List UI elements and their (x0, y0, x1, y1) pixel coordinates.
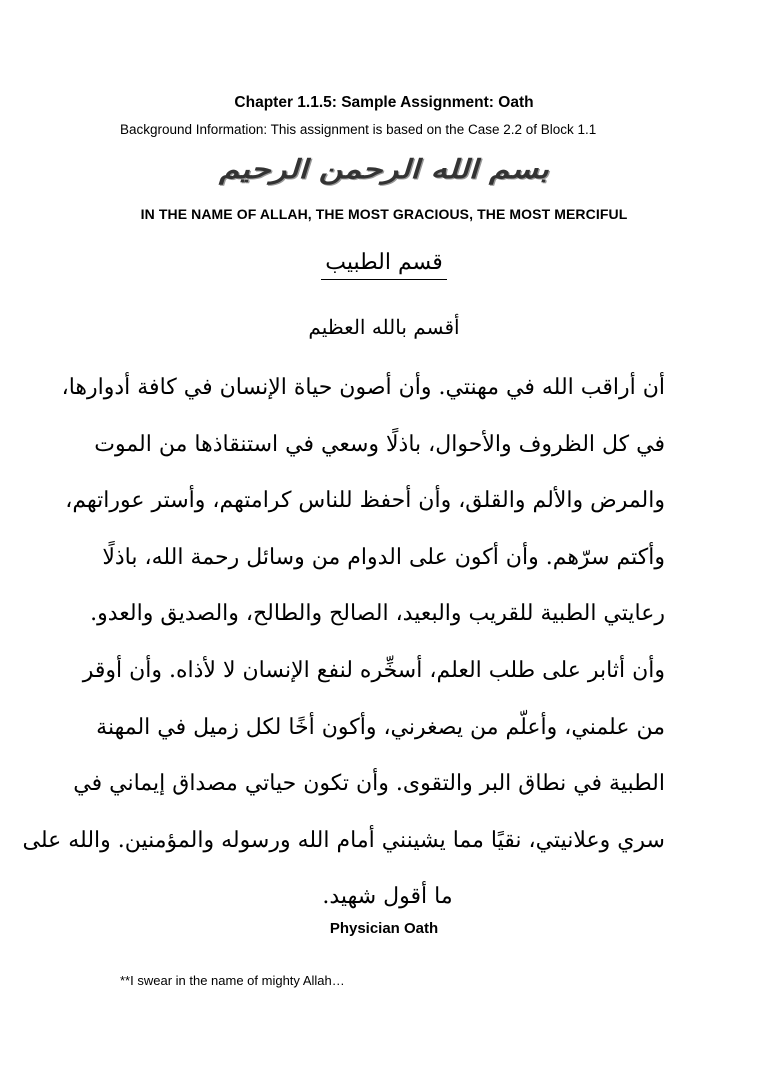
in-the-name-heading: IN THE NAME OF ALLAH, THE MOST GRACIOUS, THE MOST MERCIFUL (140, 206, 628, 222)
arabic-oath-title (0, 250, 768, 275)
background-info: Background Information: This assignment is based on the Case 2.2 of Block 1.1 (120, 122, 597, 137)
arabic-oath-body (22, 360, 665, 926)
oath-line: وأن أثابر على طلب العلم، أسخِّره لنفع الإنسان لا لأذاه. وأن أوقر (82, 657, 665, 683)
oath-line: وأكتم سرّهم. وأن أكون على الدوام من وسائل رحمة الله، باذلًا (102, 544, 665, 570)
basmala-text: بسم الله الرحمن الرحيم (219, 155, 549, 185)
oath-line: والمرض والألم والقلق، وأن أحفظ للناس كرامتهم، وأستر عوراتهم، (65, 488, 665, 514)
physician-oath-heading: Physician Oath (329, 920, 439, 937)
arabic-oath-subtitle: أقسم بالله العظيم (308, 315, 460, 339)
oath-line: من علمني، وأعلّم من يصغرني، وأكون أخًا لكل زميل في المهنة (96, 714, 665, 740)
chapter-title: Chapter 1.1.5: Sample Assignment: Oath (234, 94, 534, 111)
oath-line: رعايتي الطبية للقريب والبعيد، الصالح والطالح، والصديق والعدو. (90, 601, 665, 627)
english-oath-start: **I swear in the name of mighty Allah… (120, 973, 345, 988)
oath-line: الطبية في نطاق البر والتقوى. وأن تكون حياتي مصداق إيماني في (73, 771, 665, 797)
basmala-calligraphy-image (0, 150, 768, 190)
arabic-oath-title-text: قسم الطبيب (321, 250, 447, 280)
oath-line: سري وعلانيتي، نقيًا مما يشينني أمام الله ورسوله والمؤمنين. والله على (22, 827, 665, 853)
oath-line: أن أراقب الله في مهنتي. وأن أصون حياة الإنسان في كافة أدوارها، (61, 375, 665, 400)
oath-line: ما أقول شهيد. (322, 884, 453, 910)
oath-line: في كل الظروف والأحوال، باذلًا وسعي في استنقاذها من الموت (94, 431, 665, 457)
